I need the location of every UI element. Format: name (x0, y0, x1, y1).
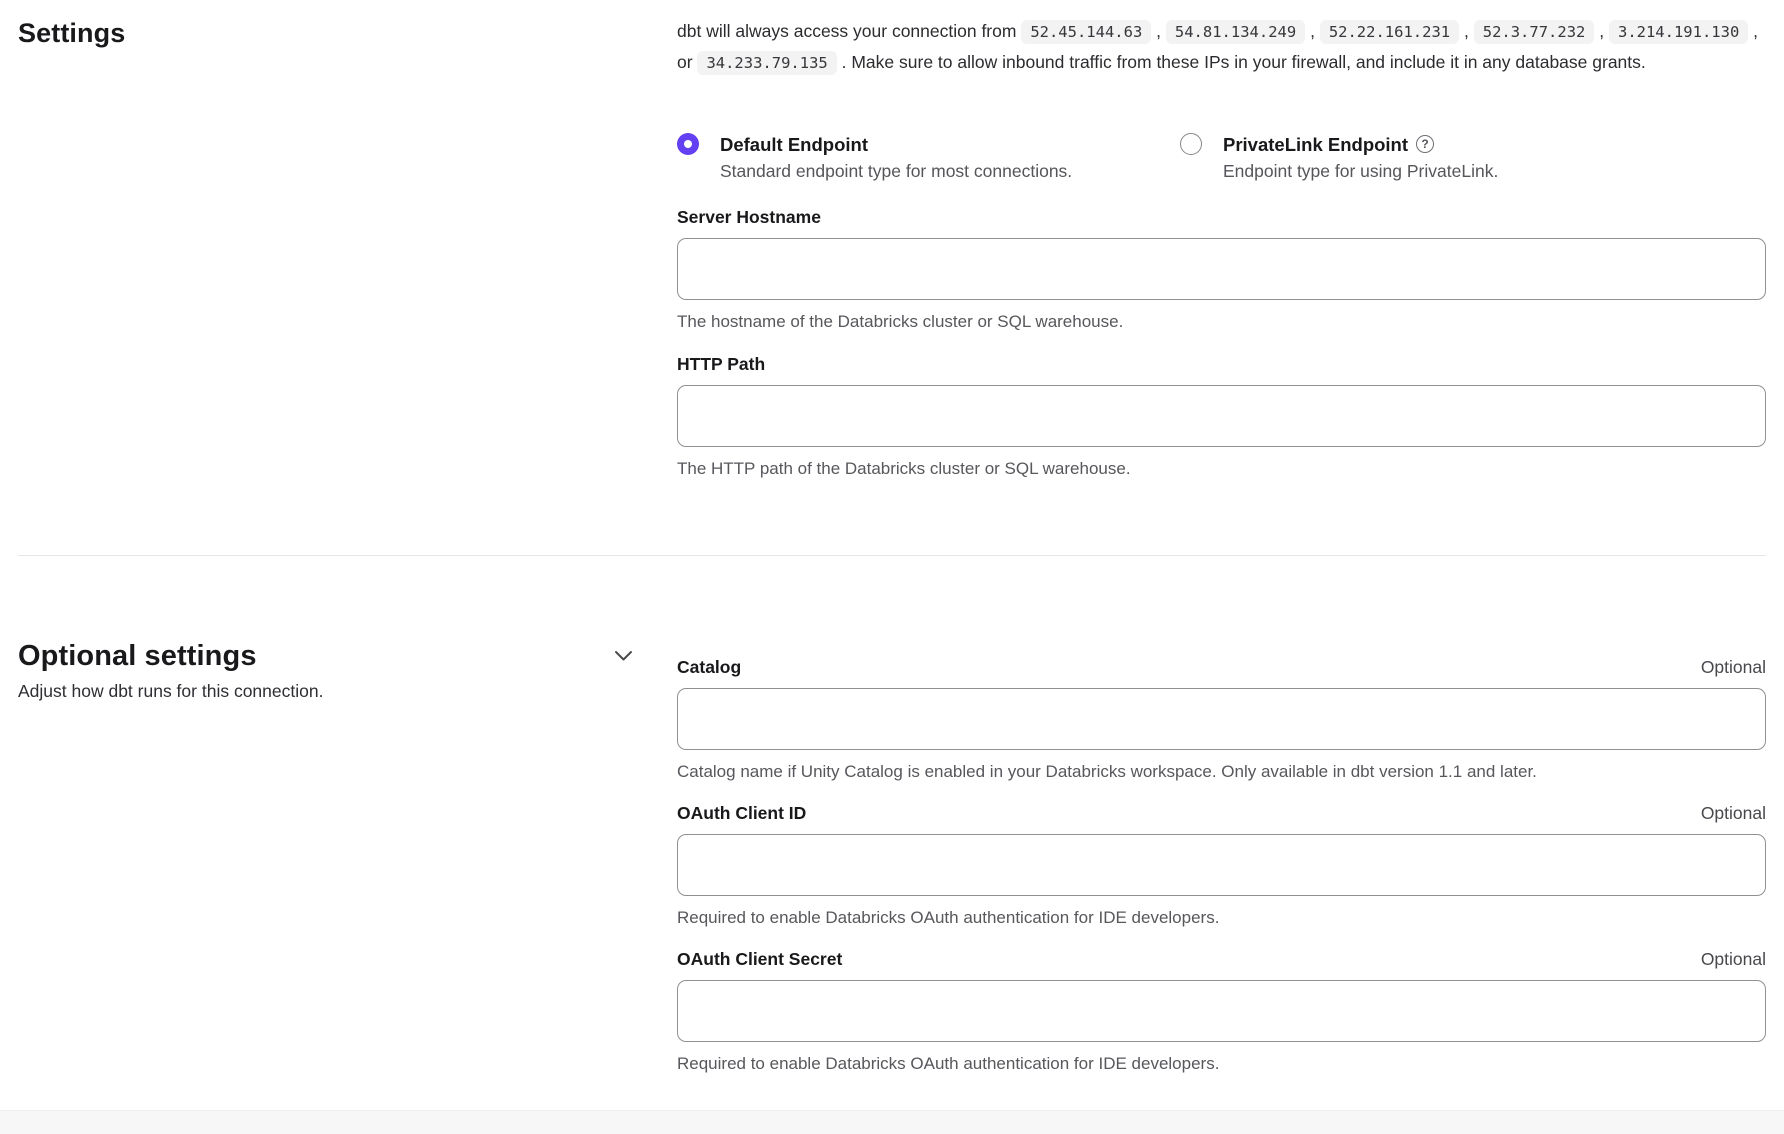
form-field (677, 800, 1766, 930)
endpoint-type-radio-group (677, 132, 1766, 184)
field-help-text: Required to enable Databricks OAuth authentication for IDE developers. (677, 908, 1220, 927)
ip-address-chip: 34.233.79.135 (697, 51, 836, 75)
ip-address-chip: 52.22.161.231 (1320, 20, 1459, 44)
radio-label: Default Endpoint (720, 134, 868, 155)
form-field (677, 351, 1766, 481)
field-label: Server Hostname (677, 207, 821, 227)
field-help-text: The HTTP path of the Databricks cluster or SQL warehouse. (677, 459, 1131, 478)
radio-button-icon[interactable] (677, 133, 699, 155)
oauth-client-secret-input[interactable] (677, 980, 1766, 1042)
intro-text: , (1594, 21, 1609, 41)
intro-text: , (1459, 21, 1474, 41)
field-label: Catalog (677, 657, 742, 677)
oauth-client-id-input[interactable] (677, 834, 1766, 896)
optional-badge: Optional (1700, 949, 1766, 969)
chevron-down-icon (614, 650, 633, 662)
intro-text: , or (677, 21, 1759, 72)
catalog-input[interactable] (677, 688, 1766, 750)
field-help-text: The hostname of the Databricks cluster or SQL warehouse. (677, 312, 1124, 331)
optional-badge: Optional (1700, 657, 1766, 677)
server-hostname-input[interactable] (677, 238, 1766, 300)
optional-badge: Optional (1700, 803, 1766, 823)
http-path-input[interactable] (677, 385, 1766, 447)
form-field (677, 204, 1766, 334)
ip-address-chip: 52.3.77.232 (1474, 20, 1595, 44)
radio-description: Endpoint type for using PrivateLink. (1223, 161, 1499, 181)
ip-address-chip: 54.81.134.249 (1166, 20, 1305, 44)
field-label: HTTP Path (677, 354, 766, 374)
radio-description: Standard endpoint type for most connections. (720, 161, 1073, 181)
ip-address-chip: 52.45.144.63 (1021, 20, 1151, 44)
intro-text: , (1305, 21, 1320, 41)
field-label: OAuth Client Secret (677, 949, 843, 969)
page-title: Settings (18, 18, 126, 48)
radio-button-icon[interactable] (1180, 133, 1202, 155)
field-help-text: Required to enable Databricks OAuth authentication for IDE developers. (677, 1054, 1220, 1073)
optional-settings-title: Optional settings (18, 640, 257, 672)
field-label: OAuth Client ID (677, 803, 807, 823)
collapse-section-button[interactable] (612, 648, 635, 664)
radio-label: PrivateLink Endpoint (1223, 134, 1409, 155)
help-question-icon[interactable]: ? (1416, 135, 1434, 153)
intro-text: . Make sure to allow inbound traffic from these IPs in your firewall, and include it in any database grants. (836, 52, 1646, 72)
settings-section (0, 0, 1784, 481)
radio-option-default-endpoint[interactable] (677, 132, 1180, 184)
intro-text: , (1151, 21, 1166, 41)
optional-settings-section (0, 556, 1784, 1076)
footer-bar (0, 1110, 1784, 1134)
connection-fields (677, 204, 1766, 481)
intro-text: dbt will always access your connection from (677, 21, 1022, 41)
ip-address-chip: 3.214.191.130 (1609, 20, 1748, 44)
form-field (677, 946, 1766, 1076)
ip-allowlist-paragraph (677, 16, 1766, 78)
optional-fields (677, 638, 1766, 1076)
optional-settings-subtitle: Adjust how dbt runs for this connection. (18, 681, 324, 701)
field-help-text: Catalog name if Unity Catalog is enabled in your Databricks workspace. Only available in dbt version 1.1 and later. (677, 762, 1537, 781)
radio-option-privatelink-endpoint[interactable] (1180, 132, 1498, 184)
form-field (677, 654, 1766, 784)
